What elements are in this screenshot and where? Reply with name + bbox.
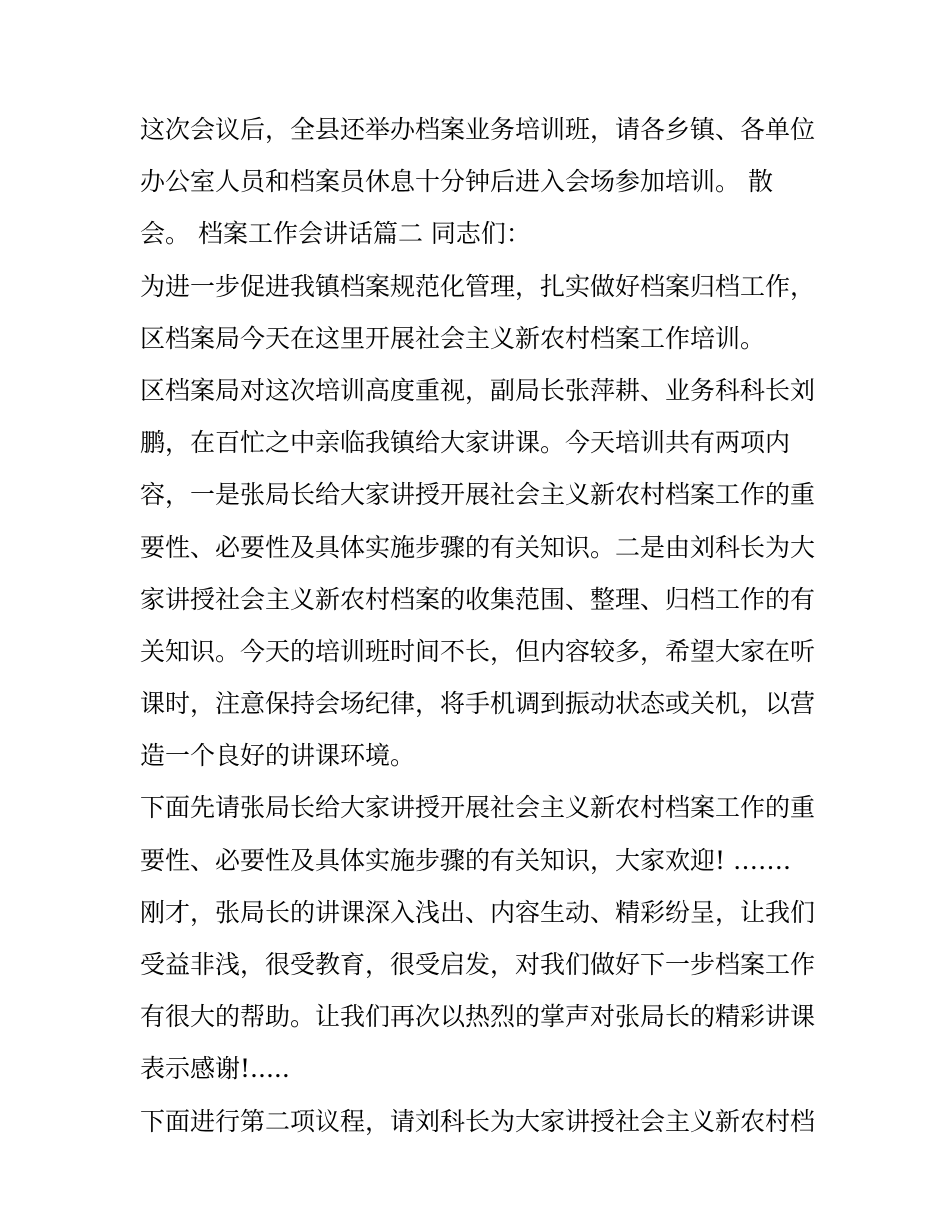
text-line: 刚才，张局长的讲课深入浅出、内容生动、精彩纷呈，让我们	[140, 897, 816, 927]
text-line: 鹏，在百忙之中亲临我镇给大家讲课。今天培训共有两项内	[140, 428, 791, 458]
text-line: 区档案局今天在这里开展社会主义新农村档案工作培训。	[140, 323, 766, 353]
text-line: 受益非浅，很受教育，很受启发，对我们做好下一步档案工作	[140, 950, 816, 979]
text-line: 有很大的帮助。让我们再次以热烈的掌声对张局长的精彩讲课	[140, 1002, 816, 1032]
text-line: 造一个良好的讲课环境。	[140, 741, 416, 771]
text-line: 家讲授社会主义新农村档案的收集范围、整理、归档工作的有	[140, 584, 816, 614]
text-line: 下面先请张局长给大家讲授开展社会主义新农村档案工作的重	[140, 793, 816, 823]
text-line: 为进一步促进我镇档案规范化管理，扎实做好档案归档工作，	[140, 271, 816, 301]
text-line: 办公室人员和档案员休息十分钟后进入会场参加培训。 散	[140, 167, 773, 197]
text-line: 这次会议后，全县还举办档案业务培训班，请各乡镇、各单位	[140, 115, 816, 144]
text-line: 容，一是张局长给大家讲授开展社会主义新农村档案工作的重	[140, 480, 816, 510]
text-line: 表示感谢!.....	[140, 1054, 290, 1084]
text-line: 下面进行第二项议程，请刘科长为大家讲授社会主义新农村档	[140, 1106, 816, 1136]
text-line: 区档案局对这次培训高度重视，副局长张萍耕、业务科科长刘	[140, 375, 816, 405]
text-line: 关知识。今天的培训班时间不长，但内容较多，希望大家在听	[140, 636, 816, 666]
text-line: 要性、必要性及具体实施步骤的有关知识。二是由刘科长为大	[140, 532, 816, 562]
text-line: 会。 档案工作会讲话篇二 同志们：	[140, 219, 531, 249]
document-body	[140, 104, 830, 1148]
text-line: 课时，注意保持会场纪律，将手机调到振动状态或关机，以营	[140, 689, 816, 719]
text-line: 要性、必要性及具体实施步骤的有关知识，大家欢迎! …….	[140, 845, 791, 875]
